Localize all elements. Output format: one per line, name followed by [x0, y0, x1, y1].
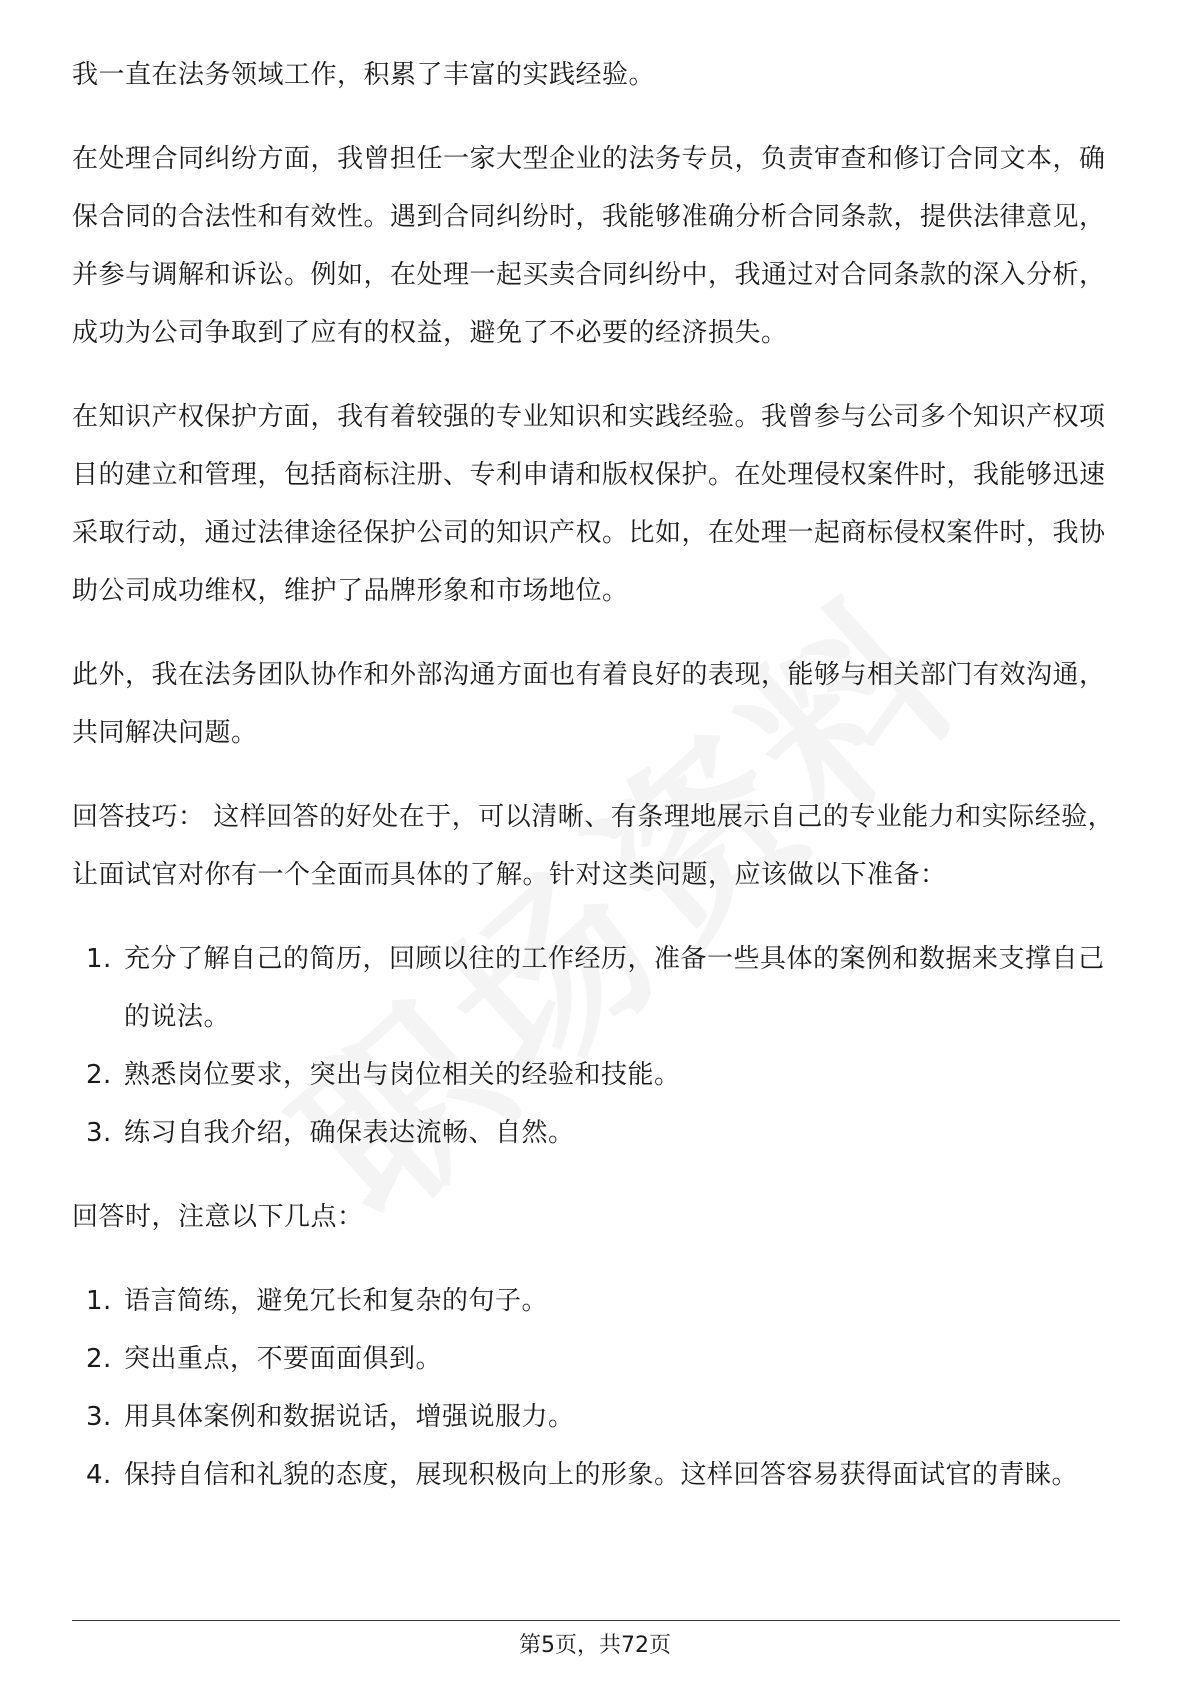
list-item	[72, 1104, 1120, 1162]
list-item-text: 语言简练，避免冗长和复杂的句子。	[124, 1286, 549, 1316]
list-item-text: 保持自信和礼貌的态度，展现积极向上的形象。这样回答容易获得面试官的青睐。	[124, 1460, 1079, 1490]
list-item-text: 用具体案例和数据说话，增强说服力。	[124, 1402, 575, 1432]
list-item-text: 突出重点，不要面面俱到。	[124, 1344, 443, 1374]
list-number: 2.	[86, 1060, 112, 1090]
list-item	[72, 1446, 1120, 1504]
list-number: 1.	[86, 1286, 112, 1316]
notes-heading: 回答时，注意以下几点：	[72, 1202, 364, 1232]
list-item	[72, 1272, 1120, 1330]
paragraph-teamwork: 此外，我在法务团队协作和外部沟通方面也有着良好的表现，能够与相关部门有效沟通，共同解决问题。	[72, 660, 1106, 748]
list-item-text: 熟悉岗位要求，突出与岗位相关的经验和技能。	[124, 1060, 681, 1090]
paragraph-ip-protection: 在知识产权保护方面，我有着较强的专业知识和实践经验。我曾参与公司多个知识产权项目的建立和管理，包括商标注册、专利申请和版权保护。在处理侵权案件时，我能够迅速采取行动，通过法律途径保护公司的知识产权。比如，在处理一起商标侵权案件时，我协助公司成功维权，维护了品牌形象和市场地位。	[72, 402, 1106, 606]
paragraph-contract-disputes: 在处理合同纠纷方面，我曾担任一家大型企业的法务专员，负责审查和修订合同文本，确保合同的合法性和有效性。遇到合同纠纷时，我能够准确分析合同条款，提供法律意见，并参与调解和诉讼。例如，在处理一起买卖合同纠纷中，我通过对合同条款的深入分析，成功为公司争取到了应有的权益，避免了不必要的经济损失。	[72, 144, 1106, 348]
paragraph-answer-tips: 回答技巧： 这样回答的好处在于，可以清晰、有条理地展示自己的专业能力和实际经验，让面试官对你有一个全面而具体的了解。针对这类问题，应该做以下准备：	[72, 802, 1115, 890]
paragraph-intro: 我一直在法务领域工作，积累了丰富的实践经验。	[72, 60, 656, 90]
list-item-text: 充分了解自己的简历，回顾以往的工作经历，准备一些具体的案例和数据来支撑自己的说法。	[124, 944, 1105, 1032]
page-number: 第5页，共72页	[519, 1633, 671, 1658]
list-item	[72, 930, 1120, 1046]
preparation-list	[72, 930, 1120, 1162]
list-item-text: 练习自我介绍，确保表达流畅、自然。	[124, 1118, 575, 1148]
list-number: 4.	[86, 1460, 112, 1490]
list-number: 3.	[86, 1402, 112, 1432]
list-item	[72, 1388, 1120, 1446]
list-item	[72, 1330, 1120, 1388]
list-number: 1.	[86, 944, 112, 974]
list-item	[72, 1046, 1120, 1104]
notes-list	[72, 1272, 1120, 1504]
document-body	[72, 46, 1120, 1530]
list-number: 2.	[86, 1344, 112, 1374]
list-number: 3.	[86, 1118, 112, 1148]
footer-divider	[72, 1620, 1120, 1621]
